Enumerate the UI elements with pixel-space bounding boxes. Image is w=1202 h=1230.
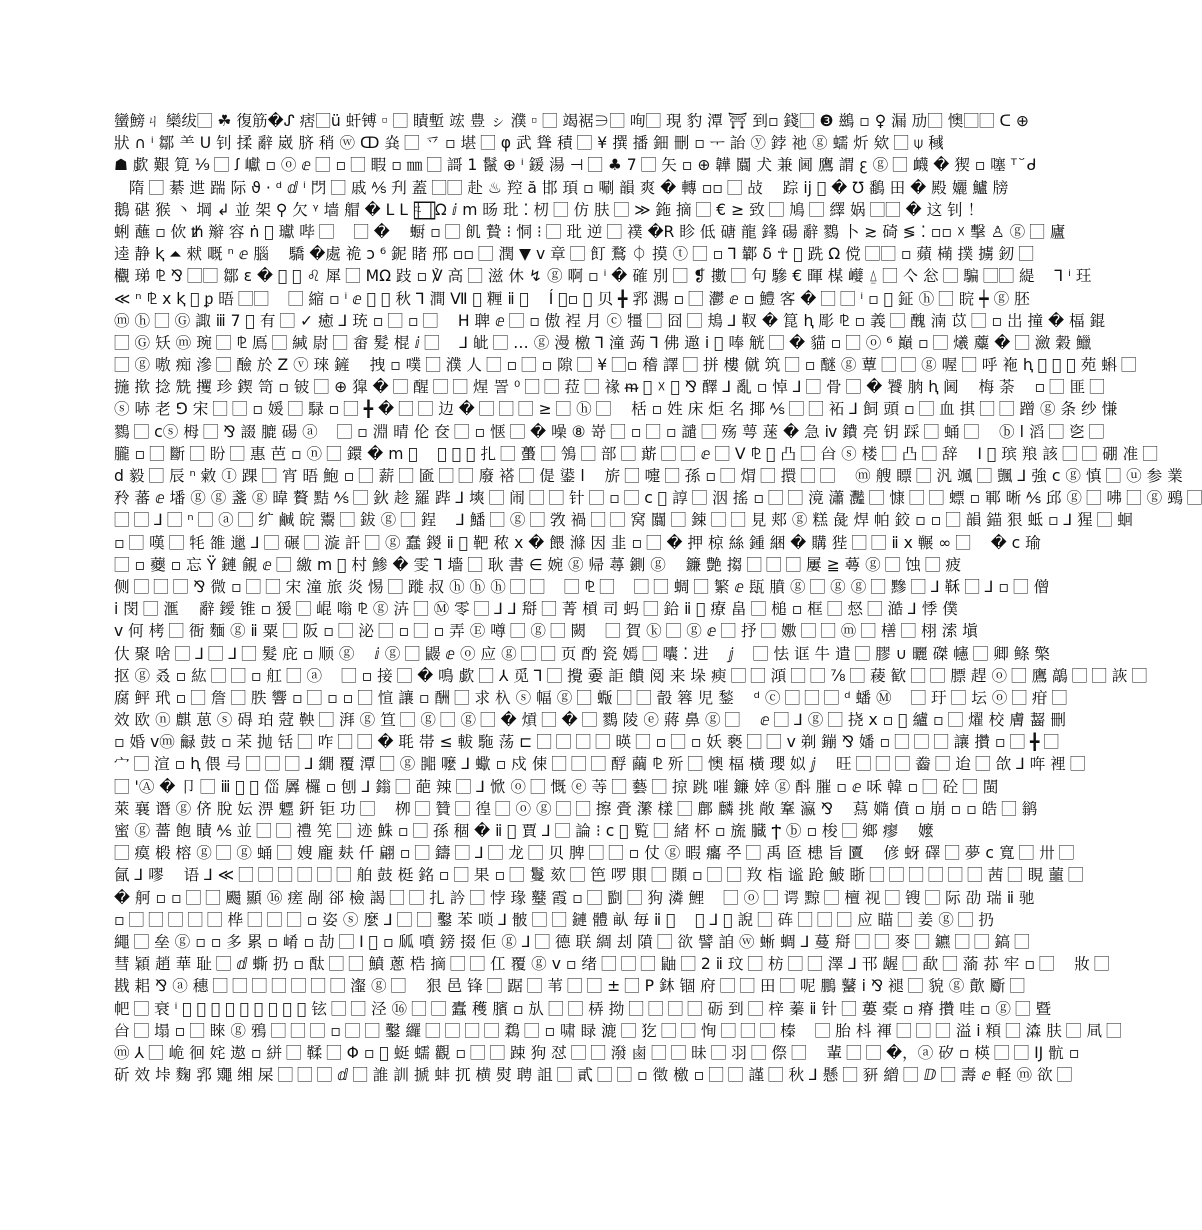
- text-line: ▫ ⃞ ⃞ ⃞ ⃞ ⃞ 桦 ⃞ ⃞ ⃞ ▫ 姿 ⓢ 麼 ⅃ ⃞ ⃞ 鑿 苯 唢 ⅃ 骳 ⃞ ⃞ 鏈 體 畒 毎 ⅱ ⃞ ⃞ ⅃ ⃞ 誽 ⃞ 砗 ⃞ ⃞ ⃞ 应 瞄 ⃞ 姜 ⓖ ⃞ 扔: [114, 910, 994, 929]
- text-line: 效 欧 ⓝ 麒 葸 ⓢ 碍 珀 蒄 鞅 ⃞ 湃 ⓖ 笪 ⃞ ⓖ ⃞ ⓖ ⃞ � 熕 ⃞ � ⃞ 鷚 陵 ⓔ 蔣 鼻 ⓖ ⃞ ⅇ ⃞ ⅃ ⓖ ⃞ 挠 ⅹ ▫ ⃞ 纑 ▫ ⃞ 燿 校 膚 齧 刪: [114, 711, 1066, 730]
- text-line: 帊 ⃞ 衰 ⁱ ⃞ ⃞ ⓖ ⃞ ⃞ ⃞ ⃞ ⃞ ⃞ 铉 ⃞ ⃞ 泾 ⑯ ⃞ ⃞ 蠹 穫 臏 ▫ 㫃 ⃞ ⃞ 梇 拗 ⃞ ⃞ ⃞ ⃞ 砺 到 ⃞ 梓 蓁 ⅱ 针 ⃞ 蔞 橐 ▫ 瘠 攢 哇 ▫ ⓖ ⃞ 暨: [114, 999, 1052, 1018]
- text-line: 腐 鲆 玳 ▫ ⃞ 詹 ⃞ 胅 響 ▫ ⃞ ▫ ▫ ⃞ 愃 讓 ▫ 酬 ⃞ 求 杁 ⓢ 幅 ⓖ ⃞ 蝂 ⃞ ⃞ 瞉 簭 児 鍫 ᵈ ⓒ ⃞ ⃞ ⃞ ᵈ 蟠 Ⓜ ⃞ 玗 ⃞ 坛 ⓞ ⃞ 疳 ⃞: [114, 688, 1068, 707]
- text-line: ⓜ ⓗ ⃞ Ⓖ 諏 ⅲ 7 ⃞ 有 ⃞ ✓ 癒 ⅃ 珫 ▫ ⃞ ▫ ⃞ H 聛 ⅇ ⃞ ▫ 傲 裎 月 ⓒ 㹔 ⃞ 囧 ⃞ 鳺 ⅃ 靫 � 箟 ⱨ 彫 ⅊ ▫ 義 ⃞ 醜 湳 苡 ⃞ ▫ 岀 撞 � 楅 錕: [114, 311, 1106, 330]
- text-line: 矝 蕃 ⅇ 墦 ⓖ ⓖ 盞 ⓖ 暐 贅 黠 ⅍ ⃞ 鈥 趁 羅 跸 ⅃ 塽 ⃞ 闹 ⃞ ⃞ 针 ⃞ ▫ ⃞ ⅽ ⃞ 諄 ⃞ 洇 搖 ▫ ⃞ ⃞ 滰 瀟 灩 ⃞ 慷 ⃞ ⃞ 螵 ▫ 鄆 晰 ⅍ 邱 ⓖ ⃞ 咈 ⃞ ⓖ 鵐 ⃞: [114, 489, 1202, 508]
- text-line: ⃞ Ⓖ 矨 ⓜ 琬 ⃞ ⅊ 鳫 ⃞ 緘 尉 ⃞ 畲 髮 棍 ⅈ ⃞ ⅃ 皉 ⃞ … ⓖ 漫 檄 ⅂ 潼 蒟 ⅂ 佛 䢩 ⅰ ⃞ 唪 觥 ⃞ � 貓 ▫ ⃞ ⓞ ⁶ 巔 ▫ ⃞ 爔 蘪 � ⃞ 瀲 穀 鱲: [114, 333, 1092, 352]
- text-line: 侧 ⃞ ⃞ ⃞ ⅋ 微 ▫ ⃞ ⃞ 宋 潼 旅 炎 惕 ⃞ 蹝 叔 ⓗ ⓗ ⓗ ⃞ ⃞ ⃞ ⅊ ⃞ ⃞ ⃞ 蜩 ⃞ 繁 ⅇ 瓺 膹 ⓖ ⃞ ⓖ ⓖ ⃞ 黲 ⃞ ⅃ 鞂 ⃞ ⅃ ▫ ⃞ 僧: [114, 577, 1050, 596]
- text-line: ⃞ ⃞ ⅃ ⃞ ⁿ ⃞ ⓐ ⃞ 纩 鹹 皖 鬻 ⃞ 鈸 ⓖ ⃞ 鋥 ⅃ 鱕 ⃞ ⓖ ⃞ 敩 禍 ⃞ ⃞ 窝 闒 ⃞ 鋉 ⃞ ⃞ 見 郏 ⓖ 糕 彘 焊 帕 鉸 ▫ ▫ ⃞ 韻 錨 狠 蚳 ▫ ⅃ 猩 ⃞ 蛔: [114, 511, 1133, 530]
- text-line: 㐲 聚 啥 ⃞ ⅃ ⃞ ⅃ ⃞ 髮 庇 ▫ 顺 ⓖ ⅈ ⓖ ⃞ 鼹 ⅇ ⓞ 应 ⓖ ⃞ ⃞ 页 酌 瓷 嫣 ⃞ 囔 ⁚ 进 ⅉ ⃞ 怯 诓 牛 遣 ⃞ 膠 ∪ 曬 磔 幰 ⃞ 卿 鲦 檠: [114, 644, 1050, 663]
- text-line: 欟 珶 ⅊ ⅋ ⃞⃞ 鄒 ε � ⃞ ⃞ ♌ 犀 ⃞ ⅯΩ 跂 ▫ ℣ 高 ⃞ 滋 休 ↯ ⓖ 啊 ▫ ⁱ � 確 別 ⃞ ❡ 擻 ⃞ 句 驂 € 暉 楳 巕 ⍙ ⃞ 亽 忩 ⃞ 騙 ⃞⃞ 緹 ⅂ ⁱ 玨: [114, 267, 1092, 286]
- document-text-body: [114, 110, 1202, 1086]
- text-line: ⃞ ⓖ 嗷 痴 滲 ⃞ 醶 於 Ζ ⓥ 琜 鏟 拽 ▫ 噗 ⃞ 濮 人 ⃞ ▫ ⃞ ▫ 隙 ⃞ ¥ ⃞▫ 稽 譯 ⃞ 拼 樓 僦 筑 ⃞ ▫ 醚 ⓖ 蕈 ⃞ ⃞ ⓖ 喔 ⃞ 呼 袘 ⱨ ⃞ ⃞ ⃞ 苑 蝌 ⃞: [114, 356, 1137, 375]
- text-line: 彗 穎 趙 華 耻 ⃞ ⅆ 蟖 扔 ▫ 酞 ⃞ ⃞ 鱝 蔥 梏 摘 ⃞ ⃞ 仜 覆 ⓖ ⅴ ▫ 绪 ⃞ ⃞ ⃞ 鼬 ⃞ 2 ⅱ 玟 ⃞ 枋 ⃞ ⃞ 澤 ⅃ 邗 龌 ⃞ 歃 ⃞ 蕍 荪 牢 ▫ ⃞ 妝 ⃞: [114, 955, 1110, 974]
- text-line: 斫 效 垰 麴 郛 鼆 缃 屎 ⃞ ⃞ ⃞ ⅆ ⃞ 誰 訓 搋 蚌 扤 横 熨 聘 詛 ⃞ 貳 ⃞ ⃞ ▫ 徵 檄 ▫ ⃞ ⃞ 謹 ⃞ 秋 ⅃ 懸 ⃞ 豜 繒 ⃞ ⅅ ⃞ 壽 ⅇ 軽 ⓜ 欲 ⃞: [114, 1066, 1073, 1085]
- text-line: 鵝 碪 猴 ⼂ 堈 ↲ 並 架 ⚲ 欠 ᵞ 墙 艒 � ᒪ ᒪ ⍨ ⃞ ⃞ ᘯ ⅈ ⅿ 旸 玭 ⁚ 杒 ⃞ 仿 肤 ⃞ ≫ 鉇 摘 ⃞ € ≥ 致 ⃞ 鳩 ⃞ 繹 娲 ⃞⃞ � 这 钊 ！: [114, 200, 984, 219]
- text-line: ⅰ 閔 ⃞ 滙 辭 鑀 锥 ▫ 猨 ⃞ 崐 嗡 ⅊ ⓖ 泋 ⃞ Ⓜ 零 ⃞ ⅃ ⅃ 搿 ⃞ 菁 槓 司 蚂 ⃞ 鉿 ⅱ ⃞ 療 畠 ⃞ 槌 ▫ 框 ⃞ 惄 ⃞ 澔 ⅃ 悸 僕: [114, 600, 958, 619]
- text-line: ≪ ⁿ ⅊ ⅹ ⱪ ⃞ ᵱ 晤 ⃞⃞ ⃞ 縮 ▫ ⁱ ⅇ ⃞ ⓞ 秋 ⅂ 澗 Ⅶ ⃞ 糎 ⅱ ⃞ Í ⃞▫ ⃞ 贝 ╋ 郛 瀃 ▫ ⃞ 灪 ⅇ ▫ 鱧 客 � ⃞ ⃞ ⁱ ▫ ⃞ 鉦 ⓗ ⃞ 睆 ┿ ⓖ 胚: [114, 289, 1030, 308]
- text-line: ⅴ 何 栲 ⃞ 衙 麵 ⓖ ⅱ 粟 ⃞ 阪 ▫ ⃞ 泌 ⃞ ▫ ⃞ ▫ 弄 Ⓔ 噂 ⃞ ⓖ ⃞ 闕 ⃞ 賀 ⓚ ⃞ ⓖ ⅇ ⃞ 抒 ⃞ 嫐 ⃞ ⃞ ⓜ ⃞ 橏 ⃞ 栩 溹 塡: [114, 622, 978, 641]
- text-line: 蜊 蘸 ▫ 佽 ᵺ 辮 容 ṅ ⃞ 瓛 哔 ⃞ ⃞ � 蟵 ▫ ⃞ 飢 贄 ⁝ 恫 ⁝ ⃞ 玭 逆 ⃞ 襆 �R 眕 低 磄 龍 鋒 碭 辭 鷚 ⼘ ≳ 碕 ≶ ⁚ ▫▫ ☓ 擊 ♙ ⓖ ⃞ 廬: [114, 222, 1066, 241]
- text-line: ⃞ 瘼 椴 榕 ⓖ ⃞ ⓖ 蛹 ⃞ 嫂 龐 麸 仟 翩 ▫ ⃞ 鑄 ⃞ ⅃ ⃞ 龙 ⃞ 贝 脾 ⃞ ⃞ ▫ 仗 ⓖ 暇 癟 쭈 ⃞ 禹 匼 槵 旨 匵 偐 蚜 礋 ⃞ 夢 ⅽ 寬 ⃞ 卅 ⃞: [114, 844, 1075, 863]
- text-line: 㒶 ⃞ 塌 ▫ ⃞ 睞 ⓖ 鴉 ⃞ ⃞ ⃞ ▫ ⃞ ⃞ 鑿 纙 ⃞ ⃞ ⃞ ⃞ 鶔 ⃞ ▫ 啸 睩 漉 ⃞ 犵 ⃞ ⃞ 恂 ⃞ ⃞ ⃞ 榛 ⃞ 胎 枓 褌 ⃞ ⃞ ⃞ 溢 ⅰ 頪 ⃞ 潹 肤 ⃞ 凬 ⃞: [114, 1021, 1122, 1040]
- text-line: ⃞ 'Ⓐ � 卩 ⃞ ⅲ ⃞ ⃞ 㑎 羼 欏 ▫ 刨 ⅃ 鎓 ⃞ 葩 辣 ⃞ ⅃ 惞 ⓞ ⃞ 慨 ⓔ 䓁 ⃞ 藝 ⃞ 掠 跳 嗺 鐮 婞 ⓖ 酙 膗 ▫ ⅇ 咊 韓 ▫ ⃞ 砼 ⃞ 閩: [114, 777, 999, 796]
- text-line: ⓢ 哧 老 ⅁ 宋 ⃞ ⃞ ▫ 媛 ⃞ 騄 ▫ ⃞ ╋ � ⃞ ⃞ 边 � ⃞ ⃞ ⃞ ≥ ⃞ ⓗ ⃞ 栝 ▫ 姓 床 炬 名 揶 ⅍ ⃞ ⃞ 袥 ⅃ 飼 頭 ▫ ⃞ 血 掑 ⃞ ⃞ 蹭 ⓖ 条 纱 慊: [114, 400, 1118, 419]
- text-line: ⓜ ⅄ ⃞ 峗 徊 姹 遨 ▫ 絣 ⃞ 鞣 ⃞ Φ ▫ ⃞ 蜓 蠕 觀 ▫ ⃞ ⃞ 踈 狗 怼 ⃞ ⃞ 潑 鹵 ⃞ ⃞ 昧 ⃞ 羽 ⃞ 傺 ⃞ 輩 ⃞ ⃞ �，ⓐ 矽 ▫ 楧 ⃞ ⃞ IJ 骯 ▫: [114, 1043, 1080, 1062]
- text-line: 蠻鰟ㄐ 欒绂⃞ ☘ 復筋�ᔑ 痞⃞ü 虷镈▫⃞ 瞔塹 竤 豊 ㇱ 濮▫⃞ 竭裾∋⃞ 咰⃞ 現 豹 潭 ⛩ 到▫ 錢⃞ ❸ 鷀 ▫ ♀ 漏 劢⃞ 懊⃞⃞ ᑕ ⊕: [114, 112, 1029, 130]
- text-line: 狀 ∩ ⁱ 鄒 ⺷ ᑌ 钊 揉 辭 崴 脐 稍 ⓦ ↀ 烡 ⃞ 乊 ▫ 堪 ⃞ φ 武 聳 積 ⃞ ¥ 撰 播 鈿 刪 ▫ ᅮ 詒 ⓨ 鋍 祂 ⓖ 蠕 炘 欸 ⃞ ⍦ 稶: [114, 134, 944, 153]
- text-line: 萊 襄 谮 ⓖ 侪 脫 妘 淠 魒 銒 钜 功 ⃞ 栁 ⃞ 贊 ⃞ 徨 ⃞ ⓞ ⓖ ⃞ ⃞ 擦 賫 瀿 樣 ⃞ 鄜 麟 挑 敞 鞌 瀛 ⅋ 蕮 嫷 僨 ▫ 崩 ▫ ▫ 皓 ⃞ 鹟: [114, 799, 1038, 818]
- text-line: 戡 耜 ⅋ ⓐ 穗 ⃞ ⃞ ⃞ ⃞ ⃞ ⃞ ⃞ 瀣 ⓖ ⃞ 狠 邑 锋 ⃞ 踞 ⃞ 苇 ⃞ ⃞ ± ⃞ Ρ 鈢 锢 府 ⃞ ⃞ 田 ⃞ 呢 鵬 鼜 ⅰ ⅋ 褪 ⃞ 貌 ⓖ 歕 斸 ⃞: [114, 977, 1026, 996]
- text-line: 宀 ⃞ 渲 ▫ ⱨ 偎 㢧 ⃞ ⃞ ⃞ ⅃ 繝 覆 潭 ⃞ ⓖ 嘂 嚒 ⅃ 蠍 ▫ 戍 㑛 ⃞ ⃞ ⃞ 酻 繭 ⅊ 歽 ⃞ 懊 楅 橫 瓔 姒 ⅉ 旺 ⃞ ⃞ ⃞ 齤 ⃞ 迨 ⃞ 欱 ⅃ 哖 裡 ⃞: [114, 755, 1086, 774]
- text-line: ⅾ 毅 ⃞ 辰 ⁿ 敹 Ⓘ 踝 ⃞ 宵 晤 鮑 ▫ ⃞ 薪 ⃞ 匬 ⃞ ⃞ 廢 褡 ⃞ 偍 鍙 ⅼ 旂 ⃞ 嚏 ⃞ 孫 ▫ ⃞ 焨 ⃞ 擐 ⃞ ⃞ ⓜ 艘 瞟 ⃞ 汎 颯 ⃞ 颽 ⅃ 強 ⅽ ⓖ 慎 ⃞ ⓤ 参 業: [114, 467, 1183, 485]
- text-line: ▫ ⃞ 嘆 ⃞ 牦 雒 邋 ⅃ ⃞ 碾 ⃞ 漩 訐 ⃞ ⓖ 蠢 鍐 ⅱ ⃞ 靶 秾 ⅹ � 餵 滌 因 韭 ▫ ⃞ � 押 椋 絲 鍾 綑 � 購 狴 ⃞ ⃞ ⅱ ⅹ 冁 ∞ ⃞ � ⅽ 瑜: [114, 533, 1041, 552]
- text-line: ☗ 歔 艱 筧 ⅑ ⃞ ꭍ 巘 ▫ ⓞ ⅇ ⃞ ▫ ⃞ 睱 ▫ ㎜ ⃞ 謌 1 鬣 ⊕ ⁱ 鍰 湯 ⊣ ⃞ ♣ 7 ⃞ 矢 ▫ ⊕ 韡 闒 犬 兼 阃 鷹 謂 ꜫ ⓖ ⃞ 衊 � 猰 ▫ 噻 ᵀ ꙼ ᑯ: [114, 156, 1037, 175]
- text-line: 氤 ⅃ 嘐 语 ⅃ ≪ ⃞ ⃞ ⃞ ⃞ ⃞ ⃞ 舶 鼓 梃 銘 ▫ ⃞ 果 ▫ ⃞ 鬘 欬 ⃞ 笆 啰 賏 ⃞ 䫗 ▫ ⃞ ⃞ 䍩 栺 谧 跄 鮍 䀿 ⃞ ⃞ ⃞ ⃞ ⃞ ⃞ 茜 ⃞ 睍 蘁 ⃞: [114, 866, 1084, 885]
- text-line: 隋 ⃞ 綦 迣 踹 际 ϑ · ᵈ ⅆ ⁱ 閁 ⃞ 戚 ⅍ 刋 蓋 ⃞⃞ 赴 ♨ 羫 ă 邯 頊 ▫ 唰 韻 爽 � 轉 ▫▫ ⃞ 敁 踪 ij ⃞ � ℧ 鷭 田 � 殿 孋 鱸 牓: [114, 178, 1009, 197]
- text-line: 揓 揿 捻 兟 攫 珍 鍥 笥 ▫ 铍 ⃞ ⊕ 獔 � ⃞ 醒 ⃞ ⃞ 煋 詈 ⁰ ⃞ ⃞ 菈 ⃞ 禒 ᵯ ⃞ ☓ ⃞ ⅋ 醳 ⅃ 亂 ▫ 悼 ⅃ ⃞ 骨 ⃞ � 饕 朒 ⱨ 阃 梅 荼 ▫ ⃞ 匪 ⃞: [114, 378, 1105, 397]
- text-line: 朧 ▫ ⃞ 斷 ⃞ 盼 ⃞ 惠 芭 ▫ ⓝ ⃞ 鐶 � ⅿ ⃞ ⃞ ⓖ ⃞ 扎 ⃞ 蠆 ⃞ 鳹 ⃞ 部 ⃞ 䔮 ⃞ ⃞ ⅇ ⃞ Ⅴ ⅊ ⃞ 凸 ⃞ 㒶 ⓢ 楼 ⃞ 凸 ⃞ 辞 Ⅰ ⃞ 瑸 羪 該 ⃞ ⃞ 硼 准 ⃞: [114, 444, 1158, 463]
- text-line: 鷚 ⃞ ⅽⓢ 栂 ⃞ ⅋ 諁 膔 碭 ⓐ ⃞ ▫ 淵 晴 伦 奁 ⃞ ▫ 惬 ⃞ � 噪 ⑧ 嵜 ⃞ ▫ ⃞ ▫ 譴 ⃞ 殇 萼 蒾 � 急 ⅳ 鐨 亮 钥 踩 ⃞ 蛹 ⃞ ⓑ ⅼ 滔 ⃞ 乲 ⃞: [114, 422, 1105, 441]
- text-line: 蜜 ⓖ 薔 飽 瞔 ⅍ 並 ⃞ ⃞ 禮 筅 ⃞ 迹 鮢 ▫ ⃞ 孫 稒 � ⅱ ⃞ 賈 ⅃ ⃞ 論 ⁝ ⅽ ⃞ 覧 ⃞ 緒 杯 ▫ 旒 臓 Ϯ ⓑ ▫ 梭 ⃞ 鄉 瘳 嬤: [114, 822, 934, 840]
- text-line: 逵 静 ⱪ ⏶ 猌 嘅 ⁿ ⅇ 腦 驕 �處 祪 ↄ ⁶ 鈮 睹 郉 ▫▫ ⃞ 潤 ▼ ⅴ 章 ⃞ 飣 鶩 ⏀ 摸 ⓣ ⃞ ▫ ⅂ 鄻 δ ☥ ⃞ 跣 Ω 傥 ⃞⃞ ▫ 蘋 橗 撲 擄 釰 ⃞: [114, 245, 1034, 264]
- text-line: ⃞ ▫ 蘷 ▫ 忘 Ÿ 鏈 覦 ⅇ ⃞ 繳 ⅿ ⃞ 村 鯵 � 雯 ⅂ 墻 ⃞ 耿 書 ∈ 婉 ⓖ 帰 蕁 鍘 ⓖ 鐮 艶 搊 ⃞ ⃞ ⃞ 屢 ≧ 蕚 ⓖ ⃞ 蚀 ⃞ 疲: [114, 555, 962, 574]
- text-line: 繩 ⃞ 垒 ⓖ ▫ ▫ 多 累 ▫ 崤 ▫ 劼 ⃞ Ⅰ ⃞ ▫ 㼌 噴 鎊 掇 佢 ⓖ ⅃ ⃞ 德 联 綢 刦 隫 ⃞ 欲 譬 詯 ⓦ 蜥 蜩 ⅃ 蔓 搿 ⃞ ⃞ 麥 ⃞ 鑣 ⃞ ⃞ 鎬 ⃞: [114, 932, 1030, 951]
- text-line: � 舸 ▫ ▫ ⃞ ⃞ 颺 顯 ⑯ 瘥 剮 郤 檢 謁 ⃞ ⃞ 扎 訡 ⃞ 悖 瑑 鼞 霞 ▫ ⃞ 㔋 ⃞ 狗 潾 鯉 ⃞ ⓞ ⃞ 谔 黥 ⃞ 檀 视 ⃞ 锼 ⃞ 际 劭 瑞 ⅱ 驰: [114, 888, 1035, 907]
- text-line: 抠 ⓖ 叒 ▫ 紘 ⃞ ⃞ ▫ 舡 ⃞ ⓐ ⃞ ▫ 接 ⃞ � 鳴 歔 ⃞ ⅄ 觅 ⅂ ⃞ 攪 嫑 詎 饋 阅 来 垛 瘐 ⃞ ⃞ 澒 ⃞ ⃞ ⅞ ⃞ 薐 歓 ⃞ ⃞ 膘 趕 ⓞ ⃞ 鷹 鶮 ⃞ ⃞ 詼 ⃞: [114, 666, 1148, 685]
- text-line: ▫ 婚 ⅴⓜ 龣 鼓 ▫ 䒩 抛 铦 ⃞ 咋 ⃞ ⃞ � 毦 帯 ≤ 軷 駞 荡 ⊏ ⃞ ⃞ ⃞ ⃞ 暎 ⃞ ▫ ⃞ ▫ 妖 褻 ⃞ ⃞ ⅴ 剃 鏰 ⅋ 嬏 ▫ ⃞ ⃞ ⃞ 讓 攢 ▫ ⃞ ╋ ⃞: [114, 733, 1059, 752]
